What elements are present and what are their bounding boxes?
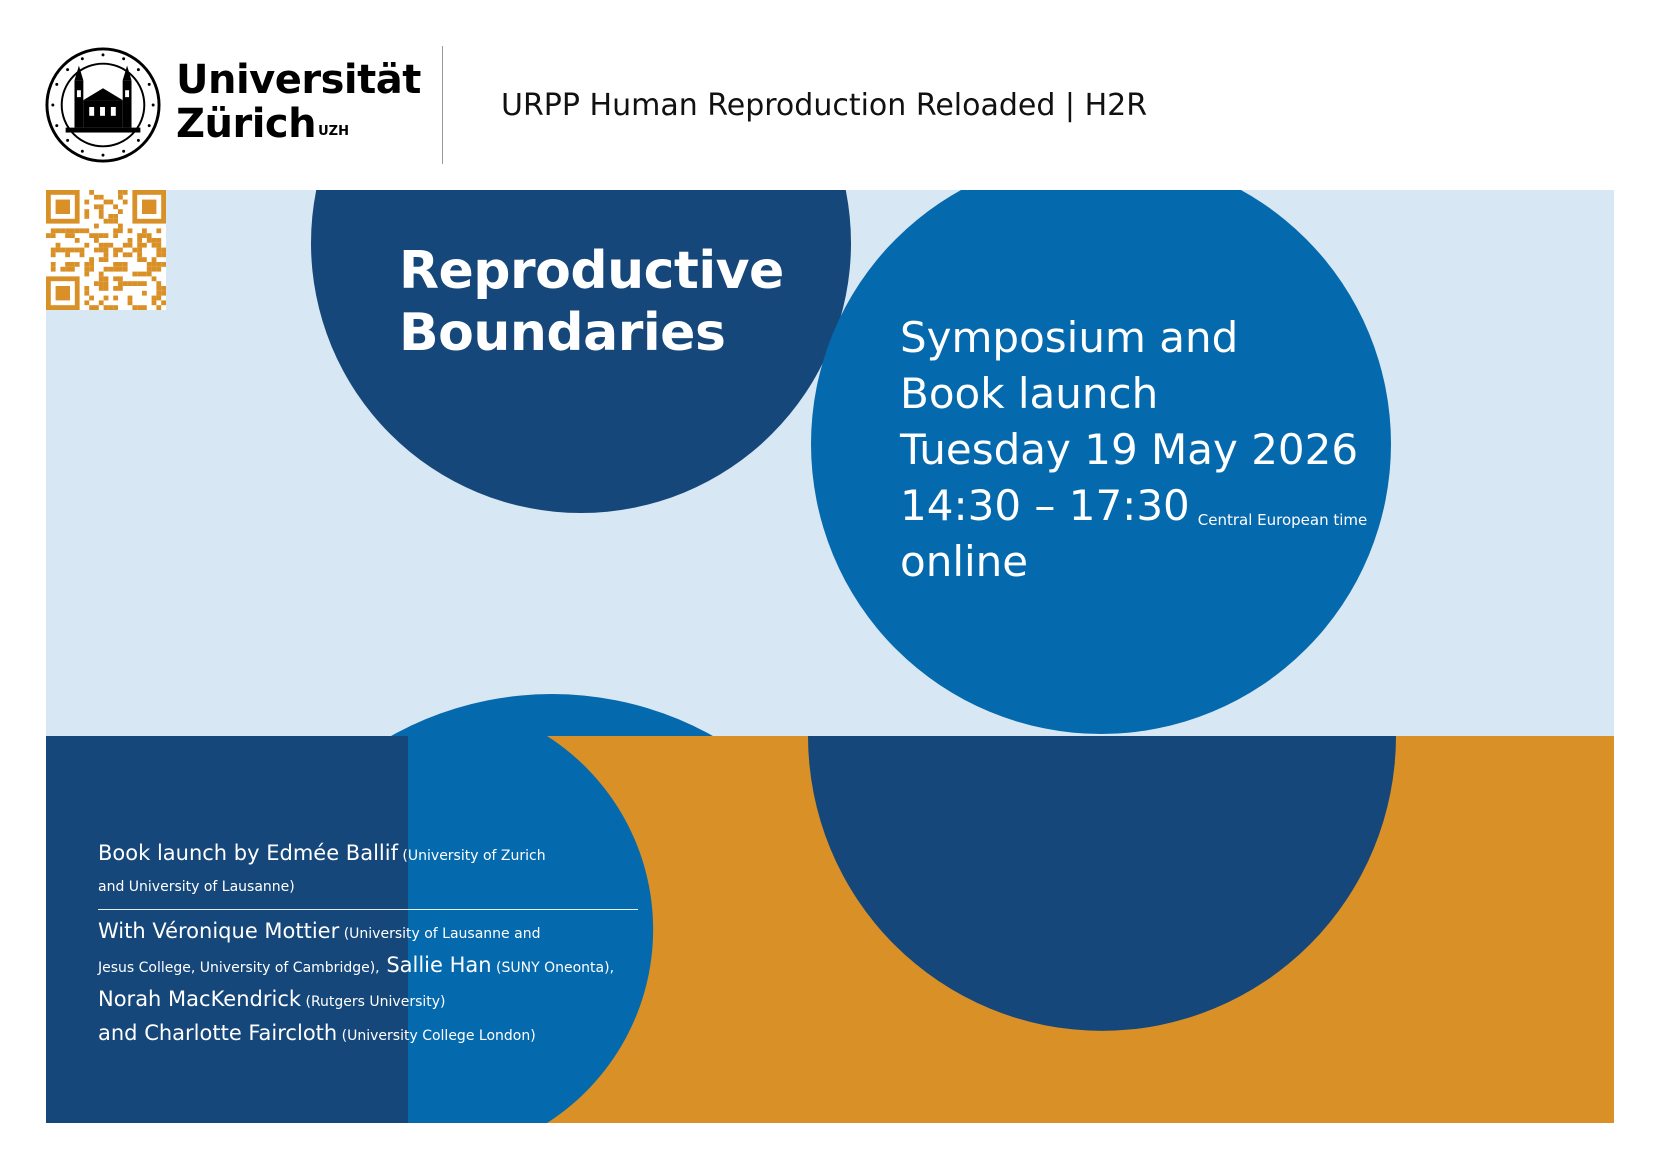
with-prefix: With bbox=[98, 919, 153, 943]
event-time: 14:30 – 17:30 bbox=[900, 481, 1190, 530]
speaker-name: Charlotte Faircloth bbox=[144, 1021, 338, 1045]
event-line2: Book launch bbox=[900, 369, 1159, 418]
speaker-name: Sallie Han bbox=[379, 953, 492, 977]
book-launch-line bbox=[98, 838, 638, 872]
speaker-affiliation: (SUNY Oneonta), bbox=[491, 960, 615, 976]
launch-author: Edmée Ballif bbox=[266, 841, 398, 865]
speaker-affiliation: Jesus College, University of Cambridge), bbox=[98, 960, 380, 976]
speaker-line-4 bbox=[98, 1018, 638, 1052]
speaker-name: Véronique Mottier bbox=[152, 919, 340, 943]
poster-title-line2: Boundaries bbox=[399, 303, 726, 363]
speaker-name: Norah MacKendrick bbox=[98, 987, 302, 1011]
speaker-affiliation: (University College London) bbox=[337, 1028, 536, 1044]
event-line1: Symposium and bbox=[900, 313, 1239, 362]
poster-title-line1: Reproductive bbox=[399, 241, 784, 301]
university-abbr: UZH bbox=[318, 124, 349, 139]
poster-title bbox=[399, 240, 784, 364]
university-name-line2: Zürich bbox=[176, 101, 317, 147]
university-name bbox=[176, 58, 421, 146]
launch-affiliation-cont: and University of Lausanne) bbox=[98, 879, 295, 895]
and-prefix: and bbox=[98, 1021, 145, 1045]
speaker-line-1 bbox=[98, 916, 638, 950]
program-title: URPP Human Reproduction Reloaded | H2R bbox=[501, 88, 1148, 123]
event-details bbox=[900, 310, 1367, 590]
university-seal-icon bbox=[44, 46, 162, 164]
speakers-block bbox=[98, 838, 638, 1052]
qr-code-icon[interactable] bbox=[46, 190, 166, 310]
header-divider bbox=[442, 46, 443, 164]
speaker-affiliation: (Rutgers University) bbox=[301, 994, 446, 1010]
speaker-affiliation: (University of Lausanne and bbox=[339, 926, 541, 942]
speaker-line-2 bbox=[98, 950, 638, 984]
event-location: online bbox=[900, 537, 1029, 586]
launch-prefix: Book launch by bbox=[98, 841, 267, 865]
header bbox=[0, 0, 1654, 190]
speakers-divider bbox=[98, 909, 638, 910]
event-timezone: Central European time bbox=[1197, 511, 1368, 529]
university-name-line1: Universität bbox=[176, 57, 421, 103]
speaker-line-3 bbox=[98, 984, 638, 1018]
launch-affiliation: (University of Zurich bbox=[397, 848, 546, 864]
event-date: Tuesday 19 May 2026 bbox=[900, 425, 1359, 474]
poster-banner bbox=[46, 190, 1614, 1123]
